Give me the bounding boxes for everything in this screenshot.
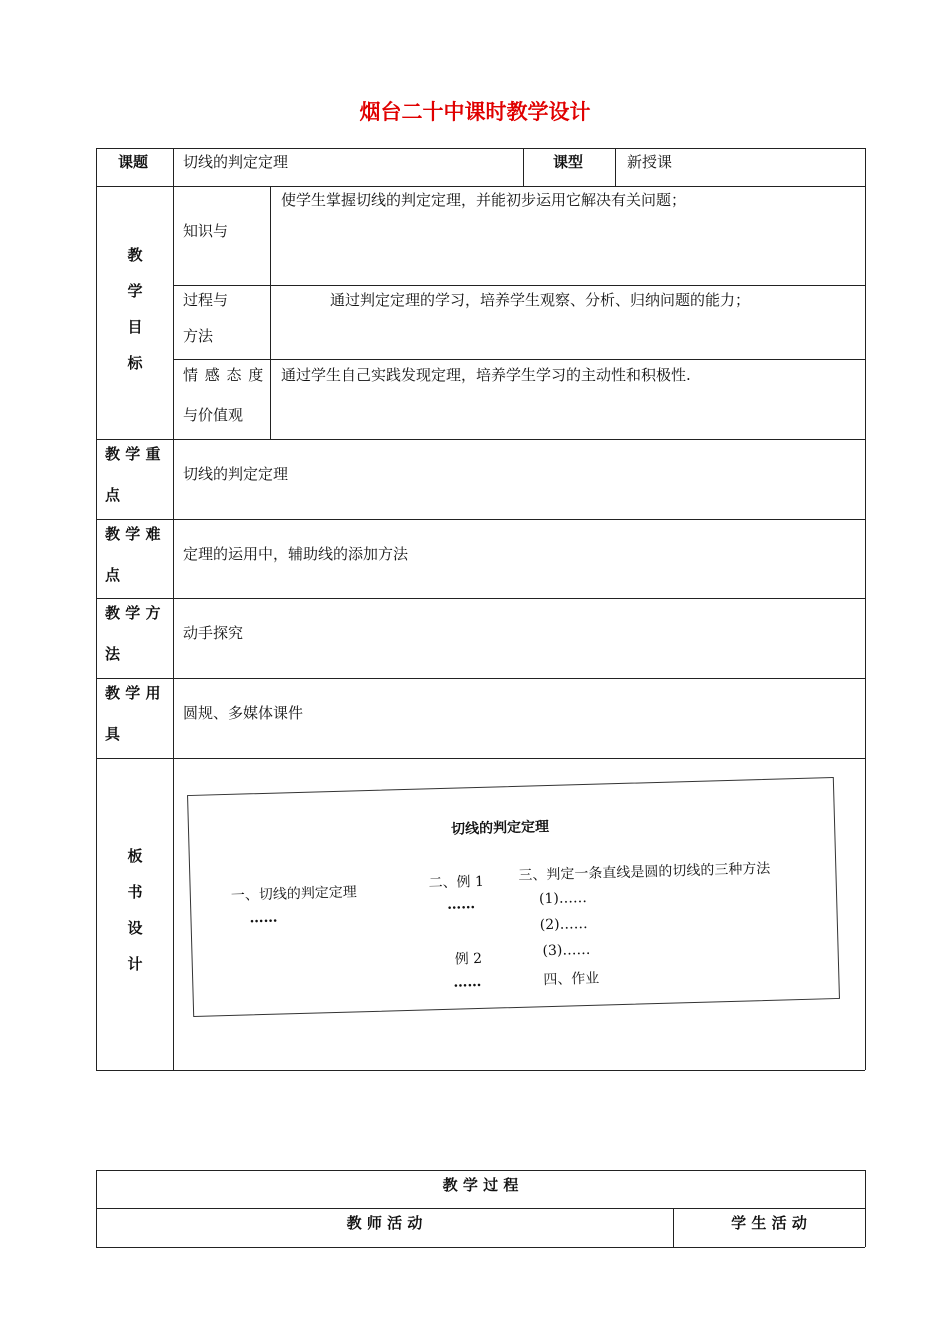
objectives-label-char: 标 (127, 354, 143, 372)
key-row-label: 教 学 重 (105, 445, 161, 463)
board-col1-line: 一、切线的判定定理 (230, 884, 358, 904)
type-value: 新授课 (627, 153, 673, 171)
type-label: 课型 (553, 153, 584, 171)
process-header: 教 学 过 程 (442, 1176, 519, 1194)
board-col3-line: (1)…… (538, 889, 588, 908)
key-row-label: 教 学 用 (105, 684, 161, 702)
objective-sublabel: 知识与 (183, 222, 229, 240)
objective-content: 使学生掌握切线的判定定理，并能初步运用它解决有关问题； (281, 191, 687, 209)
board-col2-line: 例 2 (454, 950, 483, 968)
board-label-char: 计 (127, 955, 143, 973)
board-col3-line: (2)…… (539, 915, 588, 934)
key-row-label: 点 (105, 486, 121, 504)
objectives-label-char: 学 (127, 282, 143, 300)
teacher-activity-header: 教 师 活 动 (346, 1214, 423, 1232)
objective-sublabel: 过程与 (183, 291, 229, 309)
board-col3-line: (3)…… (542, 941, 591, 960)
key-row-label: 具 (105, 725, 121, 743)
board-design-image (187, 777, 840, 1017)
objective-sublabel: 方法 (183, 327, 214, 345)
objective-content: 通过判定定理的学习，培养学生观察、分析、归纳问题的能力； (330, 291, 751, 309)
board-col3-line: 四、作业 (543, 970, 600, 989)
student-activity-header: 学 生 活 动 (731, 1214, 807, 1232)
objectives-label-char: 目 (127, 318, 143, 336)
key-row-content: 圆规、多媒体课件 (183, 704, 304, 722)
objective-sublabel: 与价值观 (183, 406, 244, 424)
board-label-char: 设 (127, 919, 143, 937)
board-col2-line: …… (453, 973, 482, 991)
key-row-content: 定理的运用中，辅助线的添加方法 (183, 545, 409, 563)
objectives-label-char: 教 (127, 246, 143, 264)
key-row-label: 教 学 难 (105, 525, 161, 543)
board-title: 切线的判定定理 (450, 818, 550, 838)
topic-label: 课题 (118, 153, 149, 171)
key-row-content: 切线的判定定理 (183, 465, 289, 483)
page-title: 烟台二十中课时教学设计 (359, 100, 591, 124)
key-row-label: 点 (105, 566, 121, 584)
board-col2-line: …… (446, 896, 476, 913)
key-row-label: 法 (105, 645, 121, 663)
key-row-label: 教 学 方 (105, 604, 161, 622)
objective-content: 通过学生自己实践发现定理，培养学生学习的主动性和积极性. (281, 366, 691, 384)
board-col1-line: …… (249, 909, 278, 927)
topic-value: 切线的判定定理 (183, 153, 289, 171)
board-label-char: 书 (127, 883, 143, 901)
objective-sublabel: 情 感 态 度 (183, 366, 265, 384)
board-col2-line: 二、例 1 (428, 873, 485, 892)
board-col3-line: 三、判定一条直线是圆的切线的三种方法 (518, 860, 771, 884)
key-row-content: 动手探究 (183, 624, 244, 642)
board-label-char: 板 (127, 847, 143, 865)
